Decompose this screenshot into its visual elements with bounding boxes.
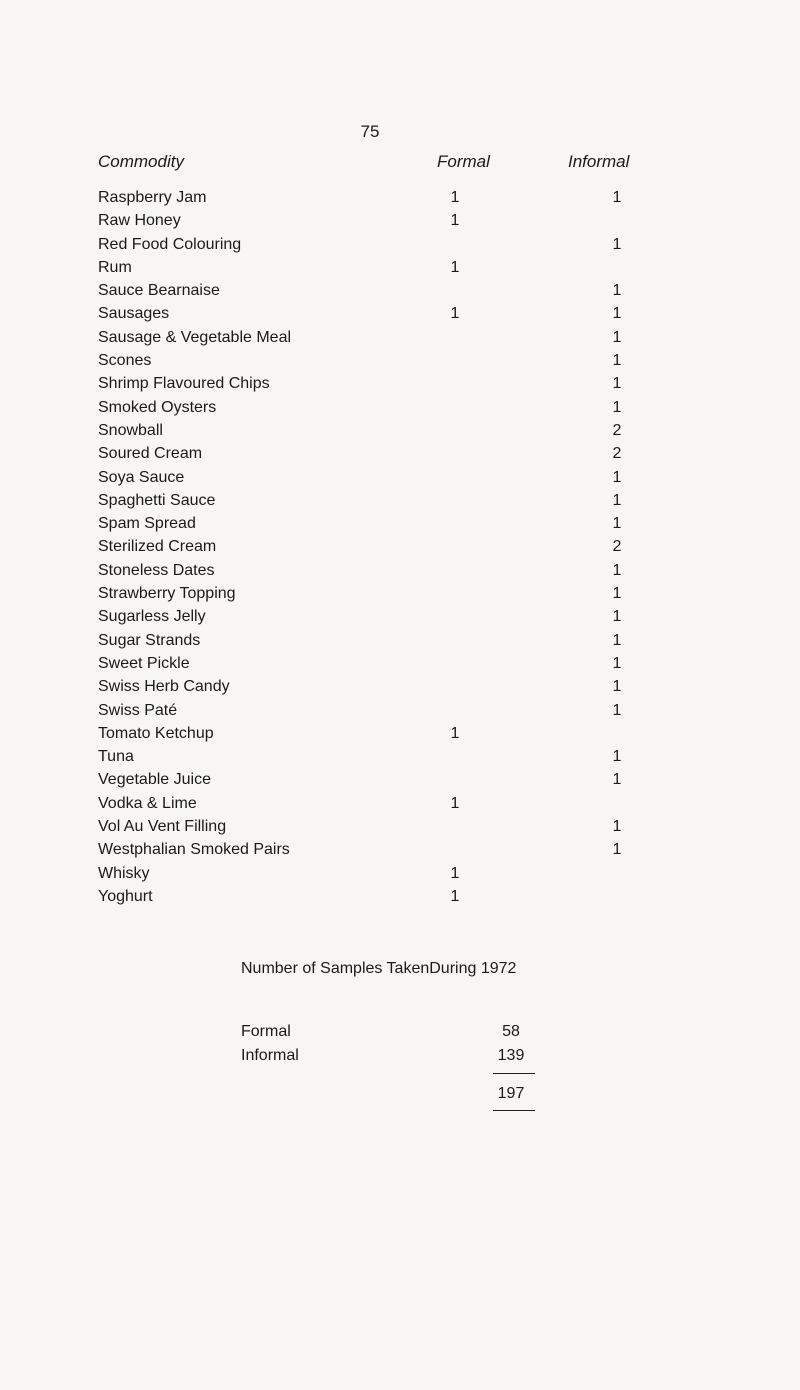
- table-row: [0, 535, 800, 558]
- commodity-name: Red Food Colouring: [98, 235, 242, 253]
- table-row: [0, 862, 800, 885]
- informal-count: 2: [612, 445, 622, 463]
- formal-count: 1: [450, 305, 460, 323]
- informal-count: 1: [612, 491, 622, 509]
- informal-count: 1: [612, 375, 622, 393]
- table-row: [0, 885, 800, 908]
- formal-count: 1: [450, 864, 460, 882]
- commodity-name: Smoked Oysters: [98, 398, 217, 416]
- commodity-name: Spam Spread: [98, 515, 196, 533]
- informal-count: 1: [612, 189, 622, 206]
- informal-count: 2: [612, 421, 622, 439]
- table-row: [0, 768, 800, 791]
- informal-count: 1: [612, 328, 622, 346]
- formal-count: 1: [450, 724, 460, 742]
- summary-formal-value: 58: [502, 1023, 520, 1040]
- table-row: [0, 605, 800, 628]
- page-number: 75: [360, 122, 380, 141]
- formal-count: 1: [450, 258, 460, 276]
- informal-count: 1: [612, 398, 622, 416]
- commodity-name: Sugar Strands: [98, 631, 201, 649]
- commodity-name: Rum: [98, 258, 132, 276]
- commodity-name: Vodka & Lime: [98, 794, 197, 812]
- commodity-name: Whisky: [98, 864, 150, 882]
- formal-count: 1: [450, 189, 460, 206]
- formal-count: 1: [450, 794, 460, 812]
- informal-count: 1: [612, 818, 622, 836]
- table-row: [0, 233, 800, 256]
- table-row: [0, 279, 800, 302]
- formal-count: 1: [450, 887, 460, 905]
- informal-count: 1: [612, 585, 622, 603]
- table-row: [0, 396, 800, 419]
- commodity-name: Swiss Paté: [98, 701, 178, 719]
- header-informal: Informal: [568, 152, 630, 171]
- table-row: [0, 699, 800, 722]
- commodity-name: Strawberry Topping: [98, 585, 236, 603]
- commodity-table: [0, 186, 800, 908]
- informal-count: 1: [612, 561, 622, 579]
- informal-count: 1: [612, 654, 622, 672]
- table-row: [0, 792, 800, 815]
- commodity-name: Tuna: [98, 748, 134, 766]
- table-row: [0, 186, 800, 209]
- commodity-name: Yoghurt: [98, 887, 153, 905]
- table-row: [0, 466, 800, 489]
- informal-count: 1: [612, 678, 622, 696]
- commodity-name: Sugarless Jelly: [98, 608, 206, 626]
- table-row: [0, 419, 800, 442]
- table-row: [0, 629, 800, 652]
- header-commodity: Commodity: [98, 152, 184, 171]
- commodity-name: Raspberry Jam: [98, 189, 207, 206]
- table-row: [0, 442, 800, 465]
- informal-count: 1: [612, 305, 622, 323]
- table-row: [0, 349, 800, 372]
- informal-count: 2: [612, 538, 622, 556]
- summary-title: Number of Samples TakenDuring 1972: [241, 960, 517, 977]
- table-row: [0, 489, 800, 512]
- commodity-name: Sterilized Cream: [98, 538, 217, 556]
- commodity-name: Vol Au Vent Filling: [98, 818, 227, 836]
- table-row: [0, 256, 800, 279]
- table-row: [0, 652, 800, 675]
- informal-count: 1: [612, 748, 622, 766]
- table-row: [0, 209, 800, 232]
- commodity-name: Westphalian Smoked Pairs: [98, 841, 290, 859]
- table-row: [0, 675, 800, 698]
- table-row: [0, 326, 800, 349]
- commodity-name: Raw Honey: [98, 212, 181, 230]
- summary-informal-value: 139: [497, 1047, 525, 1064]
- table-row: [0, 815, 800, 838]
- informal-count: 1: [612, 515, 622, 533]
- table-row: [0, 372, 800, 395]
- summary-total: 197: [497, 1085, 525, 1102]
- table-row: [0, 559, 800, 582]
- commodity-name: Stoneless Dates: [98, 561, 215, 579]
- header-formal: Formal: [437, 152, 490, 171]
- table-row: [0, 838, 800, 861]
- summary-formal-label: Formal: [241, 1023, 291, 1040]
- commodity-name: Snowball: [98, 421, 163, 439]
- informal-count: 1: [612, 841, 622, 859]
- formal-count: 1: [450, 212, 460, 230]
- commodity-name: Shrimp Flavoured Chips: [98, 375, 270, 393]
- commodity-name: Soya Sauce: [98, 468, 185, 486]
- commodity-name: Sausages: [98, 305, 170, 323]
- commodity-name: Spaghetti Sauce: [98, 491, 216, 509]
- informal-count: 1: [612, 608, 622, 626]
- informal-count: 1: [612, 282, 622, 300]
- table-row: [0, 582, 800, 605]
- informal-count: 1: [612, 701, 622, 719]
- commodity-name: Soured Cream: [98, 445, 203, 463]
- summary-rule-top: [493, 1073, 535, 1074]
- table-row: [0, 722, 800, 745]
- table-row: [0, 302, 800, 325]
- informal-count: 1: [612, 771, 622, 789]
- commodity-name: Vegetable Juice: [98, 771, 211, 789]
- commodity-name: Scones: [98, 352, 152, 370]
- informal-count: 1: [612, 352, 622, 370]
- informal-count: 1: [612, 235, 622, 253]
- commodity-name: Sauce Bearnaise: [98, 282, 220, 300]
- table-row: [0, 745, 800, 768]
- informal-count: 1: [612, 631, 622, 649]
- commodity-name: Tomato Ketchup: [98, 724, 214, 742]
- commodity-name: Sausage & Vegetable Meal: [98, 328, 292, 346]
- summary-informal-label: Informal: [241, 1047, 299, 1064]
- table-row: [0, 512, 800, 535]
- informal-count: 1: [612, 468, 622, 486]
- summary-rule-bottom: [493, 1110, 535, 1111]
- commodity-name: Swiss Herb Candy: [98, 678, 230, 696]
- commodity-name: Sweet Pickle: [98, 654, 190, 672]
